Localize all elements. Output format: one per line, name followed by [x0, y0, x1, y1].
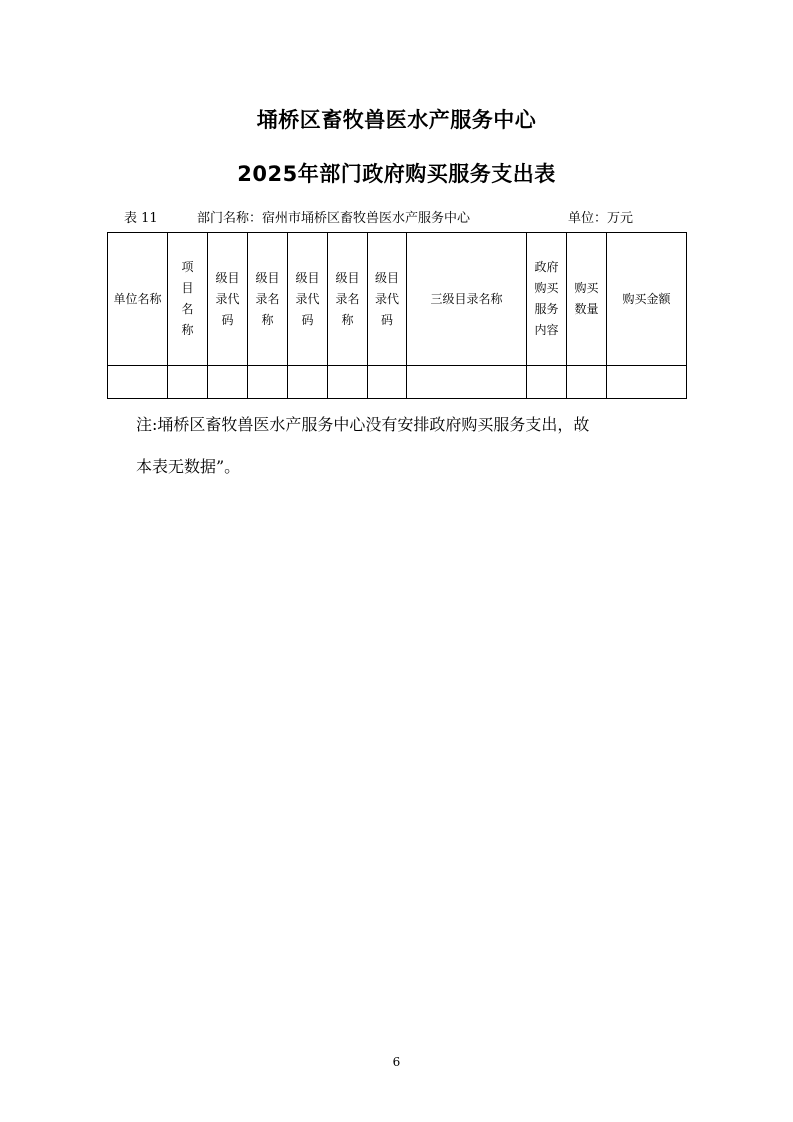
note-text-line-1: 注:埇桥区畜牧兽医水产服务中心没有安排政府购买服务支出，故: [136, 415, 590, 434]
table-cell: [208, 366, 248, 399]
header-level2-name: 级目录名称: [328, 233, 368, 366]
table-row: [108, 366, 687, 399]
header-level3-code: 级目录代码: [368, 233, 407, 366]
table-cell: [407, 366, 527, 399]
header-level1-code: 级目录代码: [208, 233, 248, 366]
page-number: 6: [392, 1055, 401, 1069]
unit-label: 单位：万元: [568, 211, 634, 226]
header-unit-name: 单位名称: [108, 233, 168, 366]
table-cell: [328, 366, 368, 399]
header-level2-code: 级目录代码: [288, 233, 328, 366]
department-name: 部门名称：宿州市埇桥区畜牧兽医水产服务中心: [197, 211, 471, 226]
table-cell: [368, 366, 407, 399]
table-cell: [288, 366, 328, 399]
header-level1-name: 级目录名称: [248, 233, 288, 366]
header-amount: 购买金额: [607, 233, 687, 366]
header-service-content: 政府购买服务内容: [527, 233, 567, 366]
table-header-row: [108, 233, 687, 366]
document-title: 埇桥区畜牧兽医水产服务中心: [256, 108, 537, 132]
header-project-name: 项目名称: [168, 233, 208, 366]
table-cell: [108, 366, 168, 399]
table-cell: [567, 366, 607, 399]
header-quantity: 购买数量: [567, 233, 607, 366]
table-number: 表 11: [124, 211, 158, 226]
document-subtitle: 2025年部门政府购买服务支出表: [237, 162, 556, 186]
table-cell: [527, 366, 567, 399]
table-cell: [168, 366, 208, 399]
header-level3-name: 三级目录名称: [407, 233, 527, 366]
note-text-line-2: 本表无数据”。: [136, 457, 241, 476]
procurement-table: [107, 232, 687, 399]
table-cell: [607, 366, 687, 399]
table-cell: [248, 366, 288, 399]
